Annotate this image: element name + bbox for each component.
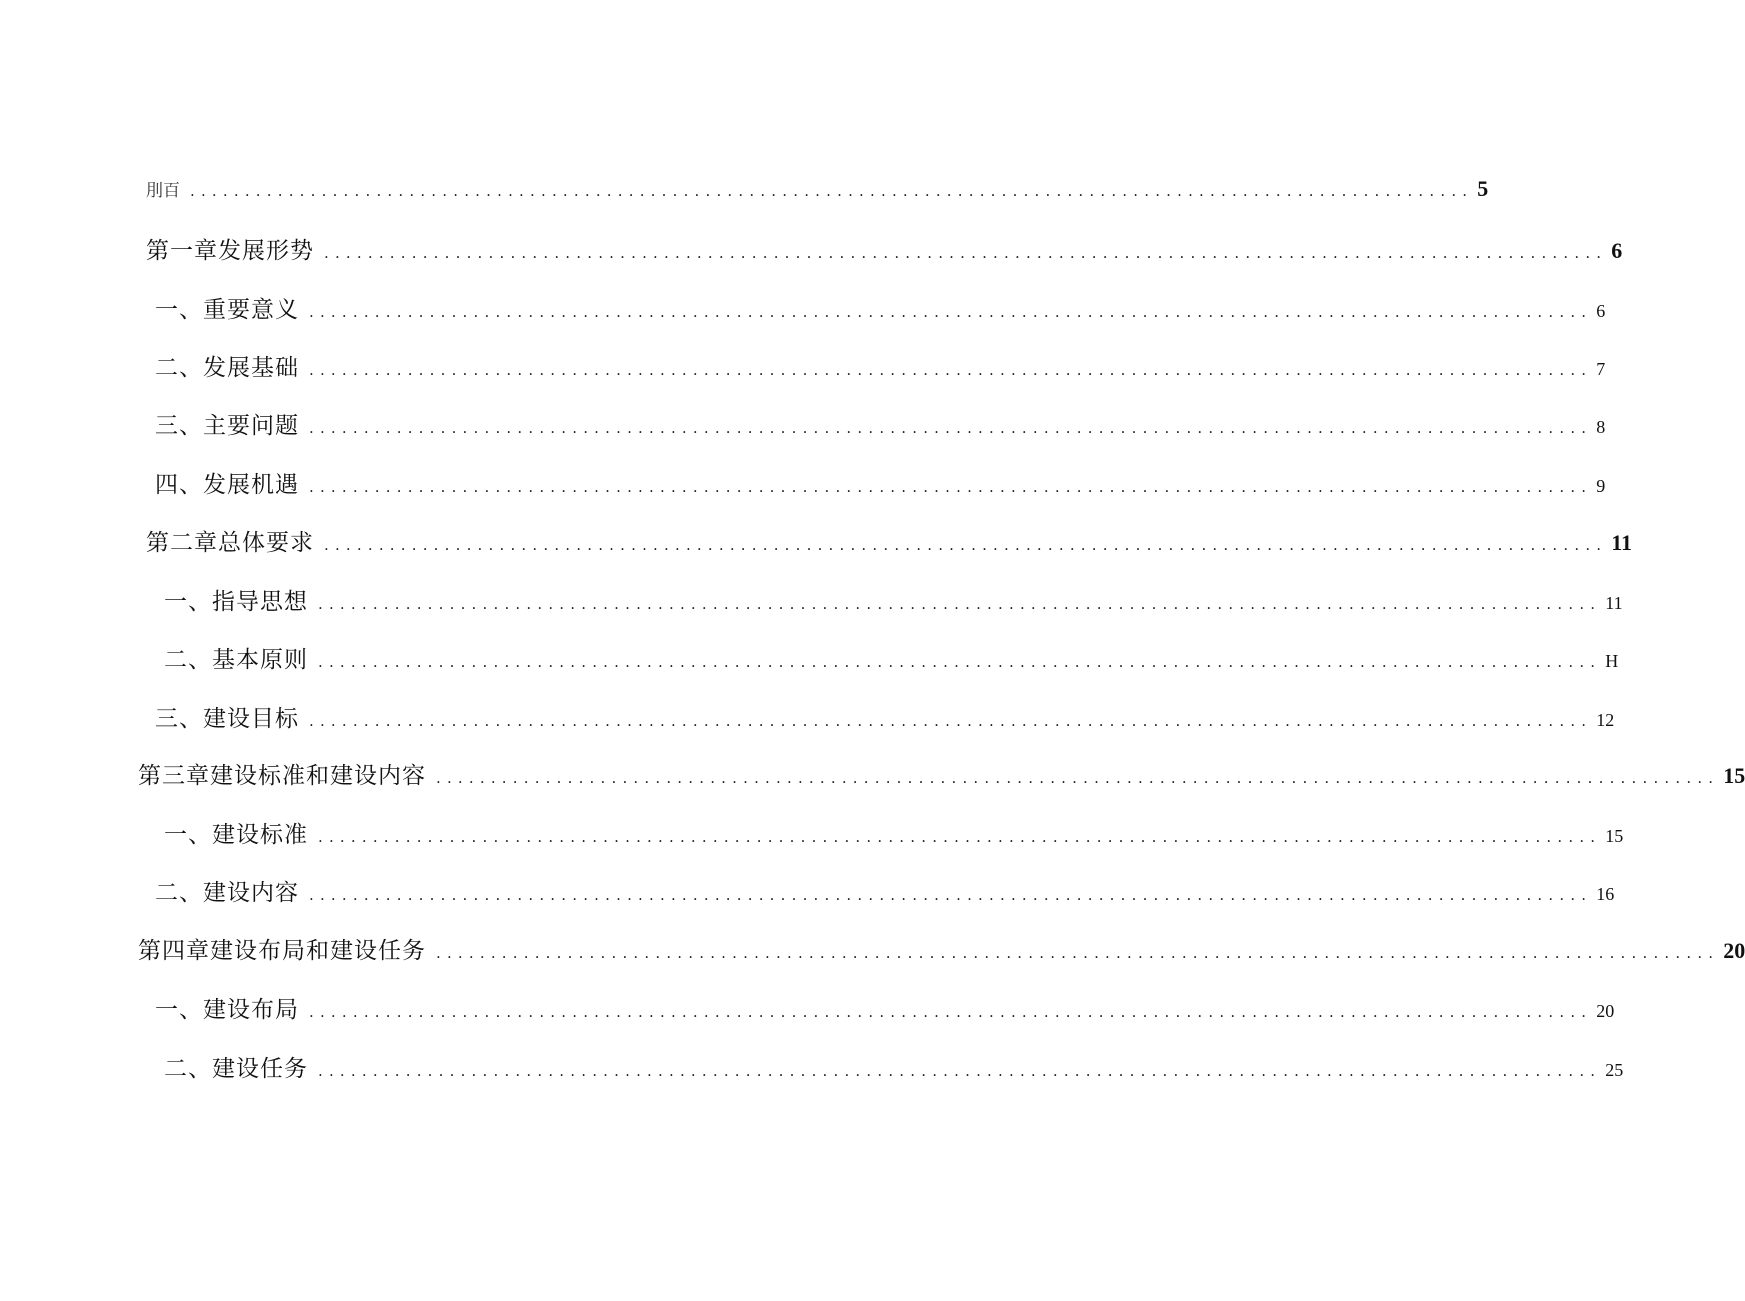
toc-entry-label: 三、主要问题 xyxy=(155,413,299,439)
toc-entry-label: 一、建设标准 xyxy=(164,822,308,848)
toc-entry-chapter-4[interactable] xyxy=(138,932,1745,966)
toc-entry-page: 8 xyxy=(1596,417,1606,437)
dot-leader: ..................................................................................................................... xyxy=(309,361,1593,379)
toc-entry-section[interactable] xyxy=(155,991,1615,1025)
toc-entry-label: 第四章建设布局和建设任务 xyxy=(138,938,426,964)
toc-entry-label: 二、建设任务 xyxy=(164,1056,308,1082)
toc-entry-page: 6 xyxy=(1596,301,1606,321)
toc-entry-label: 第一章发展形势 xyxy=(146,238,314,264)
dot-leader: ..................................................................................................................... xyxy=(309,1003,1593,1021)
toc-entry-page: 5 xyxy=(1477,176,1489,201)
toc-entry-page: 7 xyxy=(1596,359,1606,379)
dot-leader: ..................................................................................................................... xyxy=(309,478,1593,496)
dot-leader: ..................................................................................................................... xyxy=(318,828,1602,846)
toc-entry-section[interactable] xyxy=(155,466,1606,500)
toc-entry-label: 二、基本原则 xyxy=(164,647,308,673)
toc-entry-section[interactable] xyxy=(155,874,1615,908)
toc-entry-label: 刖百 xyxy=(146,181,180,201)
toc-entry-section[interactable] xyxy=(155,407,1606,441)
toc-entry-page: 9 xyxy=(1596,476,1606,496)
toc-entry-label: 三、建设目标 xyxy=(155,706,299,732)
dot-leader: ..................................................................................................................... xyxy=(309,303,1593,321)
toc-entry-page: 15 xyxy=(1605,826,1624,846)
toc-entry-section[interactable] xyxy=(164,816,1624,850)
dot-leader: ..................................................................................................................... xyxy=(309,419,1593,437)
toc-entry-page: H xyxy=(1605,651,1619,671)
toc-entry-label: 一、建设布局 xyxy=(155,997,299,1023)
toc-entry-label: 一、指导思想 xyxy=(164,589,308,615)
dot-leader: ..................................................................................................................... xyxy=(436,944,1720,962)
dot-leader: ..................................................................................................................... xyxy=(309,886,1593,904)
dot-leader: ..................................................................................................................... xyxy=(318,1062,1602,1080)
toc-entry-page: 12 xyxy=(1596,710,1615,730)
toc-entry-label: 二、建设内容 xyxy=(155,880,299,906)
toc-entry-section[interactable] xyxy=(155,291,1606,325)
toc-entry-chapter-1[interactable] xyxy=(146,232,1623,266)
toc-entry-page: 11 xyxy=(1611,530,1633,555)
toc-entry-section[interactable] xyxy=(155,700,1615,734)
toc-entry-section[interactable] xyxy=(155,349,1606,383)
toc-entry-label: 第三章建设标准和建设内容 xyxy=(138,763,426,789)
dot-leader: ..................................................................................................................... xyxy=(436,769,1720,787)
dot-leader: ..................................................................................................................... xyxy=(318,653,1602,671)
toc-entry-preface[interactable] xyxy=(146,176,1489,210)
toc-entry-label: 一、重要意义 xyxy=(155,297,299,323)
toc-entry-section[interactable] xyxy=(164,641,1619,675)
dot-leader: ..................................................................................................................... xyxy=(190,182,1474,200)
toc-entry-page: 15 xyxy=(1723,763,1745,788)
toc-entry-page: 6 xyxy=(1611,238,1623,263)
toc-entry-label: 二、发展基础 xyxy=(155,355,299,381)
dot-leader: ..................................................................................................................... xyxy=(324,536,1608,554)
toc-entry-section[interactable] xyxy=(164,583,1623,617)
dot-leader: ..................................................................................................................... xyxy=(318,595,1602,613)
toc-entry-label: 第二章总体要求 xyxy=(146,530,314,556)
toc-entry-page: 20 xyxy=(1596,1001,1615,1021)
toc-entry-page: 16 xyxy=(1596,884,1615,904)
dot-leader: ..................................................................................................................... xyxy=(324,244,1608,262)
toc-entry-label: 四、发展机遇 xyxy=(155,472,299,498)
toc-entry-chapter-2[interactable] xyxy=(146,524,1633,558)
toc-entry-chapter-3[interactable] xyxy=(138,757,1745,791)
dot-leader: ..................................................................................................................... xyxy=(309,712,1593,730)
toc-entry-page: 20 xyxy=(1723,938,1745,963)
toc-entry-page: 25 xyxy=(1605,1060,1624,1080)
toc-entry-section[interactable] xyxy=(164,1050,1624,1084)
toc-entry-page: 11 xyxy=(1605,593,1623,613)
